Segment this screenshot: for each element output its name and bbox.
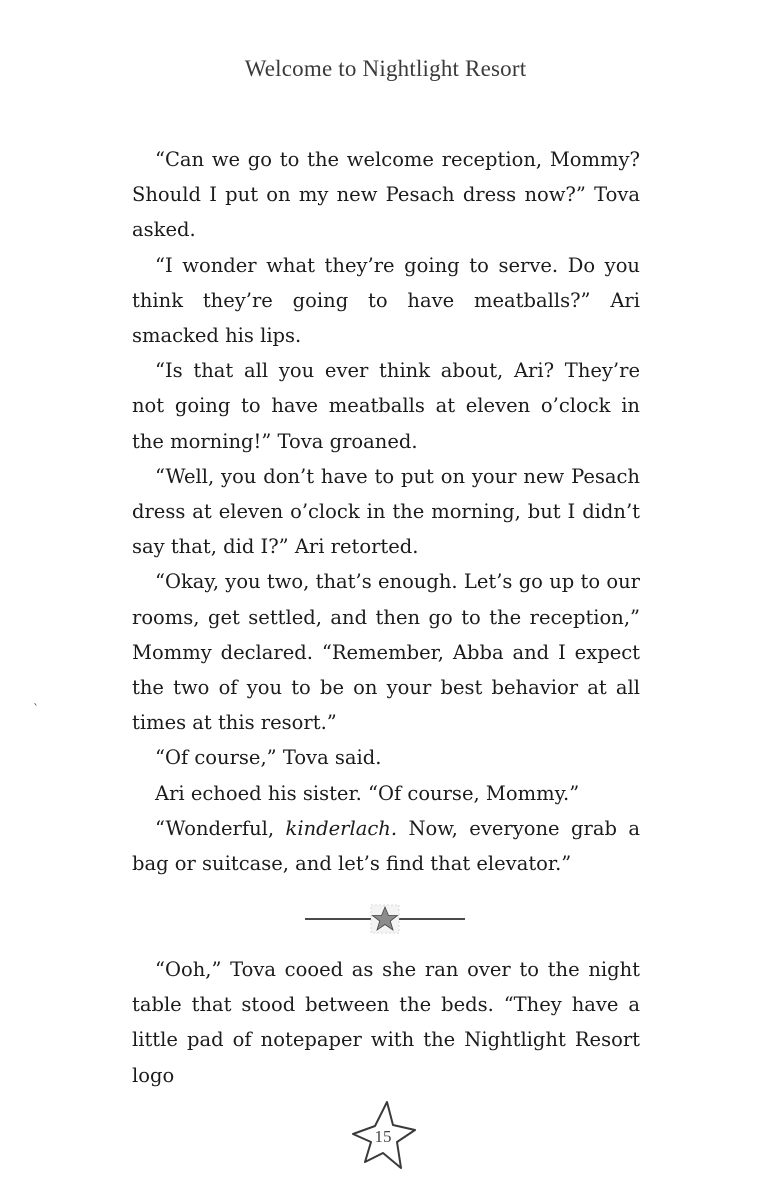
paragraph: “Of course,” Tova said.: [155, 746, 382, 770]
running-header: Welcome to Nightlight Resort: [244, 56, 527, 81]
scene-break-ornament: [305, 900, 465, 940]
paragraph-text: “Wonderful,: [155, 816, 286, 840]
paragraph: “Ooh,” Tova cooed as she ran over to the night table that stood between the beds. “They have a little pad of notepaper with the Nightlight Resort logo: [132, 958, 640, 1087]
paragraph: “Is that all you ever think about, Ari? They’re not going to have meatballs at eleven o’clock in the morning!” Tova groaned.: [132, 359, 640, 453]
paragraph: “Okay, you two, that’s enough. Let’s go up to our rooms, get settled, and then go to the reception,” Mommy declared. “Remember, Abba and I expect the two of you to be on your best behavior at all times at this resort.”: [132, 570, 640, 735]
paragraph: “I wonder what they’re going to serve. Do you think they’re going to have meatballs?” Ari smacked his lips.: [132, 253, 640, 348]
paragraph: “Can we go to the welcome reception, Mommy? Should I put on my new Pesach dress now?” Tova asked.: [132, 148, 640, 242]
paragraph: “Well, you don’t have to put on your new Pesach dress at eleven o’clock in the morning, but I didn’t say that, did I?” Ari retorted.: [132, 464, 640, 559]
paragraph: Ari echoed his sister. “Of course, Mommy.”: [155, 781, 580, 805]
page-number: 15: [374, 1127, 392, 1146]
body-text-after-break: [132, 952, 640, 1093]
emphasized-word: kinderlach.: [285, 816, 398, 840]
star-icon: [305, 900, 465, 940]
paragraph: [132, 811, 640, 881]
stray-mark: `: [33, 702, 39, 716]
paragraph-text: Now, everyone grab a bag or suitcase, and let’s find that elevator.”: [132, 816, 640, 876]
body-text-before-break: [132, 142, 640, 881]
